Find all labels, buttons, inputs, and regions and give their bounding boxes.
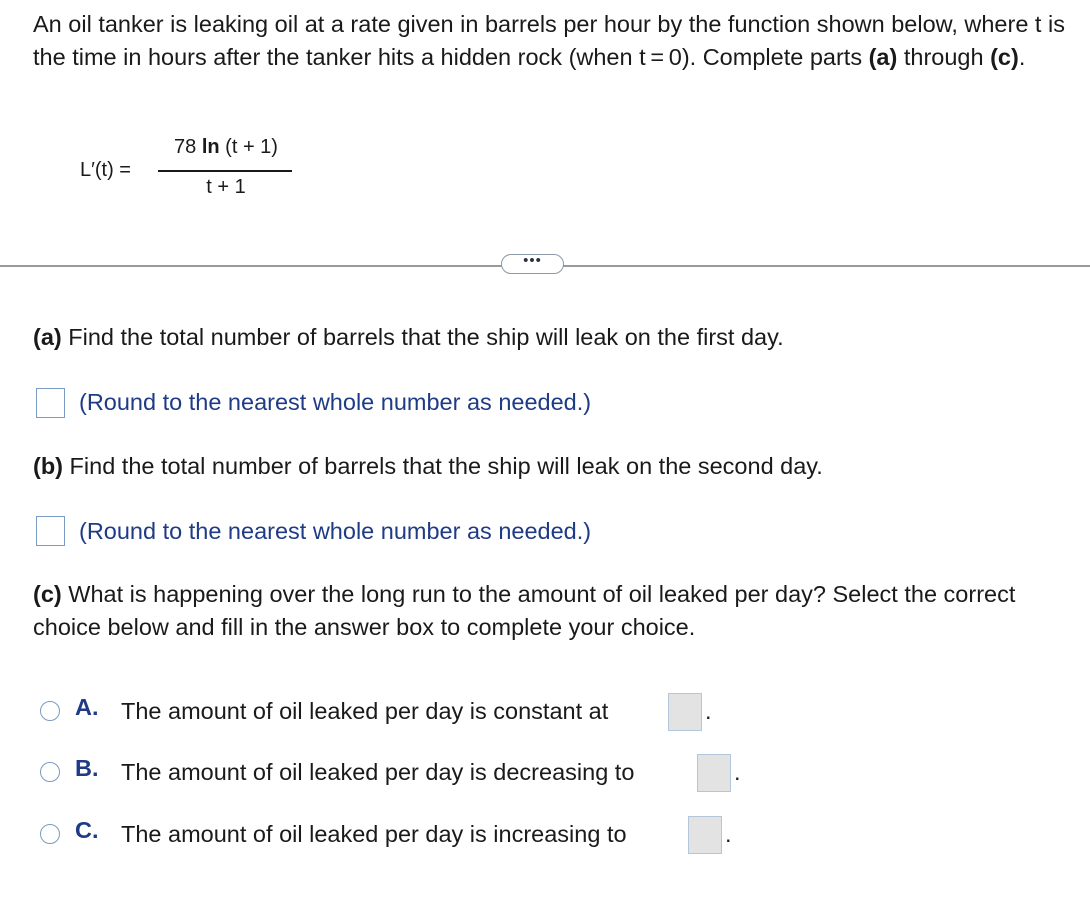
intro-text: An oil tanker is leaking oil at a rate given in barrels per hour by the function shown below, where t is the time in hours after the tanker hits a hidden rock (when t = 0). Complete parts [33,11,1065,70]
part-b-hint: (Round to the nearest whole number as needed.) [79,518,592,544]
choice-b-answer-box[interactable] [697,754,731,792]
part-a-hint: (Round to the nearest whole number as needed.) [79,389,592,415]
formula-lhs: L′(t) = [80,159,131,181]
part-c-question [33,578,1078,644]
numerator-coefficient: 78 [174,136,202,158]
numerator-function: ln [201,136,220,158]
part-c-label: (c) [33,581,62,607]
part-a-answer-box[interactable] [36,388,65,418]
choice-c-letter: C. [75,817,99,843]
choice-a-answer-box[interactable] [668,693,702,731]
intro-end: . [1018,44,1026,70]
part-a-question [33,321,784,354]
intro-part-a-label: (a) [868,44,898,70]
part-b-question [33,450,823,483]
choice-c-text: The amount of oil leaked per day is increasing to [121,821,627,847]
part-c-text: What is happening over the long run to the amount of oil leaked per day? Select the correct choice below and fill in the answer box to complete your choice. [33,581,1016,640]
choice-a-period: . [705,698,712,724]
choice-b-radio[interactable] [40,762,60,782]
choice-c-radio[interactable] [40,824,60,844]
part-b-answer-box[interactable] [36,516,65,546]
intro-through: through [897,44,991,70]
choice-c-period: . [725,821,732,847]
formula-denominator: t + 1 [206,176,246,198]
expand-more-button[interactable]: ••• [501,254,564,274]
part-a-label: (a) [33,324,62,350]
choice-b-period: . [734,759,741,785]
choice-b-letter: B. [75,755,99,781]
part-a-text: Find the total number of barrels that the ship will leak on the first day. [61,324,784,350]
part-b-label: (b) [33,453,64,479]
formula-numerator [160,136,292,159]
part-b-text: Find the total number of barrels that the ship will leak on the second day. [63,453,823,479]
rate-formula [80,130,310,210]
intro-part-c-label: (c) [990,44,1019,70]
fraction-bar [158,170,292,172]
numerator-argument: (t + 1) [219,136,278,158]
choice-c-answer-box[interactable] [688,816,722,854]
choice-a-letter: A. [75,694,99,720]
choice-a-text: The amount of oil leaked per day is constant at [121,698,609,724]
choice-a-radio[interactable] [40,701,60,721]
choice-b-text: The amount of oil leaked per day is decreasing to [121,759,635,785]
problem-statement [33,8,1078,74]
